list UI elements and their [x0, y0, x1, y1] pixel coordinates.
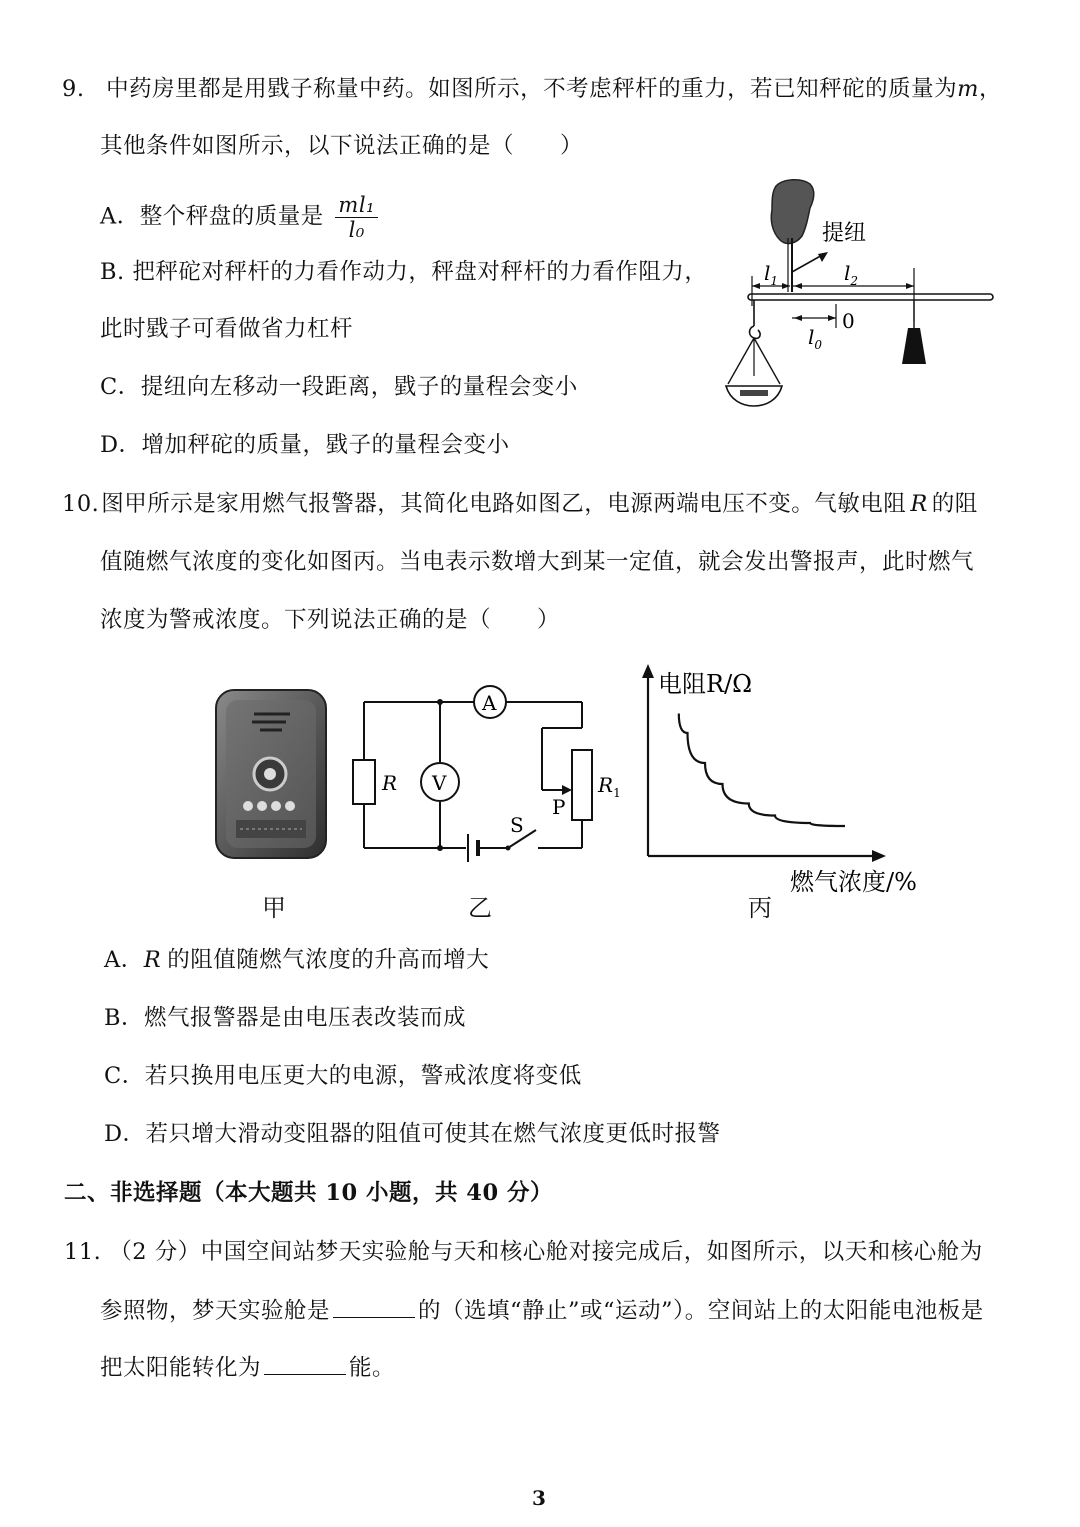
q11-line2-text-b: 的（选填“静止”或“运动”）。空间站上的太阳能电池板是	[418, 1298, 984, 1324]
q11-number: 11.	[64, 1239, 102, 1265]
q10-option-b: B．燃气报警器是由电压表改装而成	[104, 1005, 467, 1031]
graph-xlabel: 燃气浓度/%	[790, 868, 917, 896]
q10-stem-text-b: 的阻	[931, 491, 978, 517]
label-voltmeter: V	[432, 771, 447, 795]
resistor-r	[353, 760, 375, 804]
steelyard-figure	[718, 176, 1003, 416]
q9-stem-text-a: 中药房里都是用戥子称量中药。如图所示，不考虑秤杆的重力，若已知秤砣的质量为	[106, 76, 958, 102]
q9-option-a-prefix: A．整个秤盘的质量是	[100, 203, 324, 230]
q11-blank-1[interactable]	[333, 1295, 415, 1318]
q9-fraction-denominator: l₀	[348, 218, 365, 242]
q9-option-d: D．增加秤砣的质量，戥子的量程会变小	[100, 432, 510, 458]
q11-line2-text-a: 参照物，梦天实验舱是	[100, 1298, 331, 1324]
label-l0: $l_0$	[808, 325, 823, 352]
q11-line3	[100, 1352, 395, 1383]
y-axis-arrow	[642, 664, 654, 678]
label-zero: 0	[842, 309, 855, 333]
fig-label-yi: 乙	[468, 894, 492, 922]
q10-option-d: D．若只增大滑动变阻器的阻值可使其在燃气浓度更低时报警	[104, 1121, 721, 1147]
q10-number: 10.	[62, 491, 100, 517]
label-switch: S	[510, 813, 524, 837]
label-slider: P	[552, 795, 566, 819]
q10-option-a-prefix: A．	[104, 947, 144, 973]
q10-option-c: C．若只换用电压更大的电源，警戒浓度将变低	[104, 1063, 582, 1089]
q9-option-c: C．提纽向左移动一段距离，戥子的量程会变小	[100, 374, 578, 400]
label-rheostat: $R_1$	[598, 773, 621, 800]
section-2-title: 二、非选择题（本大题共 10 小题，共 40 分）	[64, 1180, 553, 1206]
page-number: 3	[532, 1486, 547, 1510]
q9-option-a	[100, 193, 378, 242]
q9-fraction-numerator: ml₁	[335, 193, 378, 218]
q9-option-b-line1: B. 把秤砣对秤杆的力看作动力，秤盘对秤杆的力看作阻力，	[100, 259, 708, 285]
hand-icon	[771, 180, 814, 244]
label-resistor-r: R	[382, 771, 398, 795]
q10-stem-line2: 值随燃气浓度的变化如图丙。当电表示数增大到某一定值，就会发出警报声，此时燃气	[100, 549, 975, 575]
q11-blank-2[interactable]	[264, 1352, 346, 1375]
label-ammeter: A	[482, 691, 497, 715]
q11-line1-text: （2 分）中国空间站梦天实验舱与天和核心舱对接完成后，如图所示，以天和核心舱为	[109, 1239, 983, 1265]
q9-stem-line2: 其他条件如图所示，以下说法正确的是（ ）	[100, 133, 584, 159]
q10-option-a-var: R	[143, 947, 162, 973]
resistance-curve	[679, 714, 845, 827]
label-tinu: 提纽	[822, 221, 867, 246]
resistance-graph	[630, 660, 940, 900]
rheostat	[572, 750, 592, 820]
fig-label-jia: 甲	[262, 894, 286, 922]
gas-alarm-photo	[212, 688, 330, 860]
q11-line3-text-a: 把太阳能转化为	[100, 1355, 262, 1381]
q9-stem-text-b: ，	[978, 76, 1002, 102]
q9-var-m: m	[957, 76, 979, 102]
q9-option-b-line2: 此时戥子可看做省力杠杆	[100, 316, 354, 342]
q10-stem-line1	[62, 489, 978, 519]
graph-ylabel: 电阻R/Ω	[658, 670, 753, 698]
q11-line2	[100, 1295, 984, 1326]
fig-label-bing: 丙	[748, 894, 772, 922]
q10-option-a-text: 的阻值随燃气浓度的升高而增大	[167, 947, 490, 973]
q11-line1	[64, 1237, 983, 1267]
q9-stem-line1	[62, 74, 1002, 104]
q10-var-R: R	[910, 491, 928, 517]
q9-number: 9.	[62, 76, 85, 102]
q10-stem-line3: 浓度为警戒浓度。下列说法正确的是（ ）	[100, 607, 561, 633]
q11-line3-text-b: 能。	[349, 1355, 396, 1381]
q9-option-a-fraction	[335, 193, 378, 242]
label-l2: $l_2$	[844, 261, 859, 288]
switch-pivot	[506, 846, 511, 851]
q10-stem-text-a: 图甲所示是家用燃气报警器，其简化电路如图乙，电源两端电压不变。气敏电阻	[101, 491, 907, 517]
x-axis-arrow	[872, 850, 886, 862]
circuit-diagram	[350, 680, 635, 880]
label-l1: $l_1$	[764, 261, 779, 288]
q10-option-a	[104, 945, 489, 975]
